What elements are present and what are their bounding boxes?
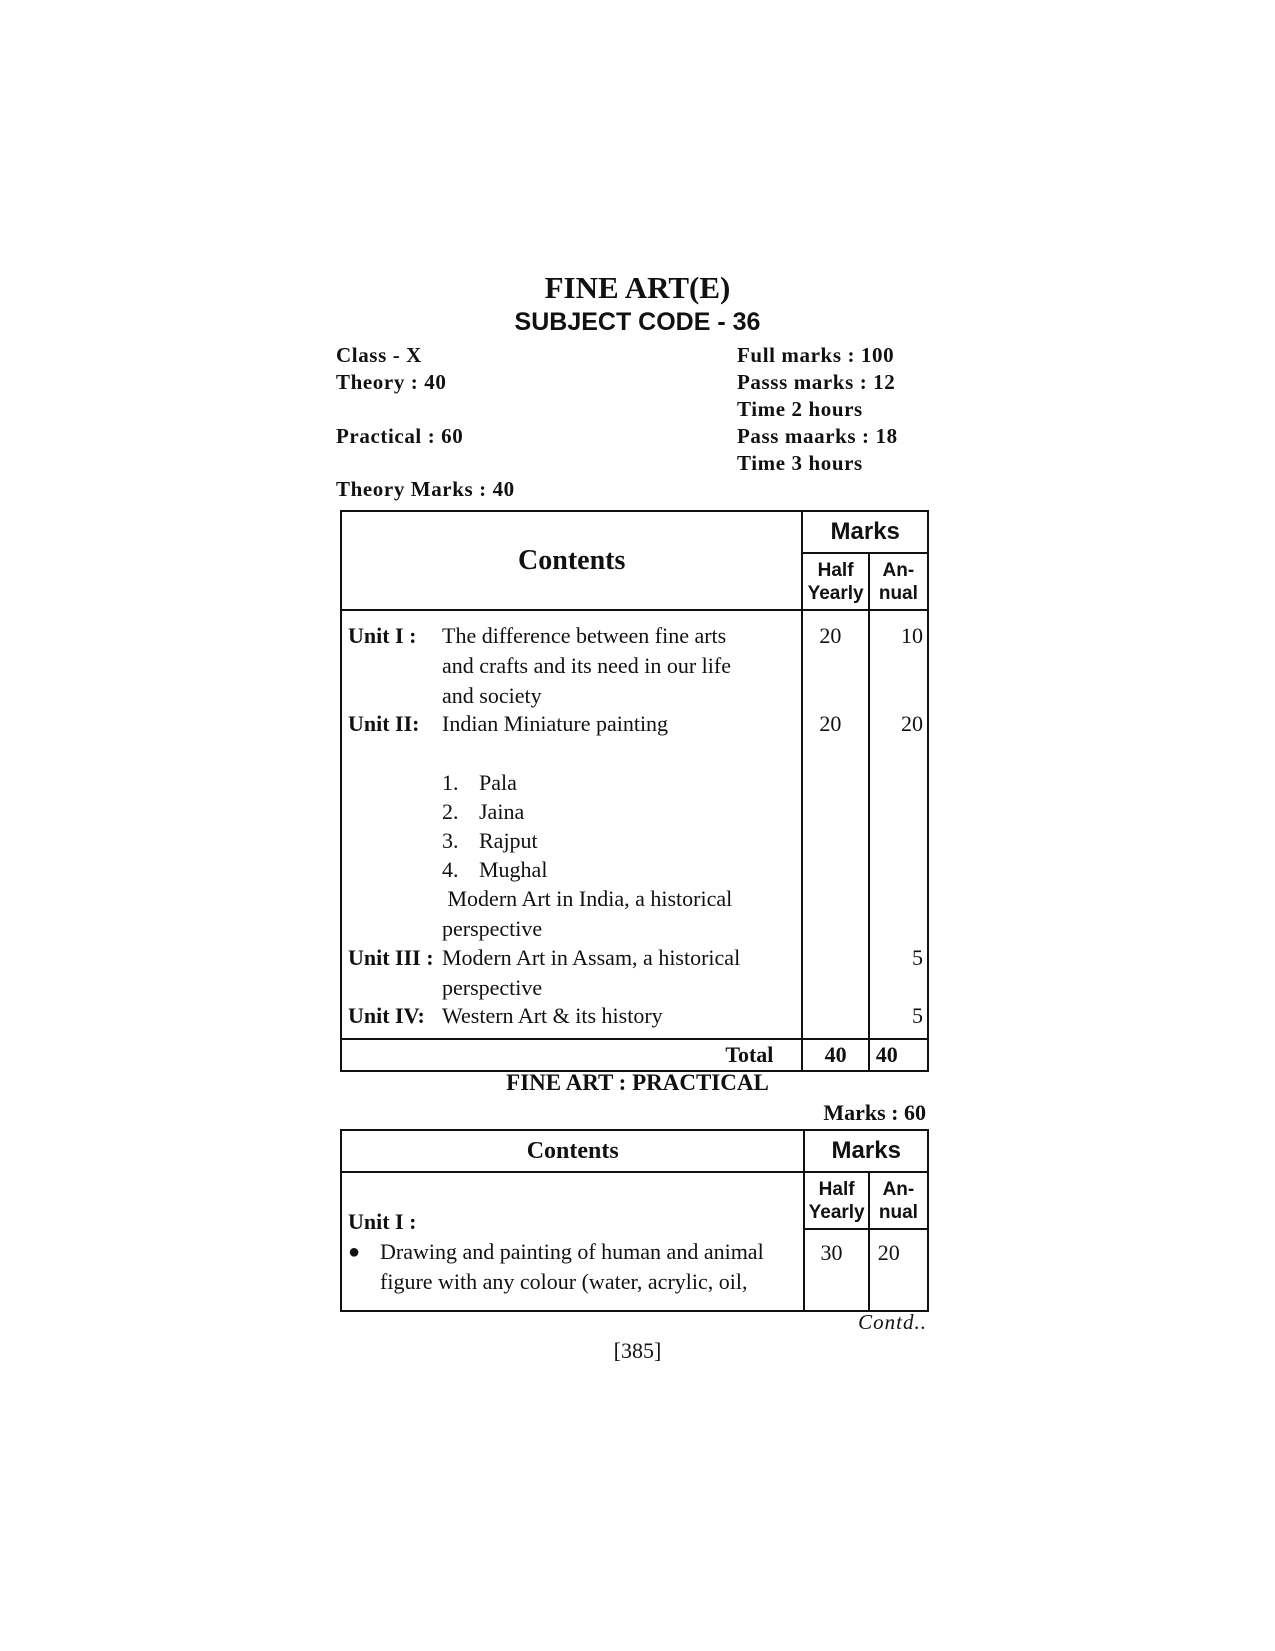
full-marks: Full marks : 100: [737, 343, 895, 367]
unit-line: and crafts and its need in our life: [442, 653, 731, 678]
unit-description: Indian Miniature painting: [442, 711, 669, 736]
unit-line: Modern Art in Assam, a historical: [442, 945, 741, 970]
annual-line2: nual: [878, 582, 918, 604]
annual-line2: nual: [878, 1201, 918, 1223]
practical-annual-header: [869, 1172, 928, 1229]
annual-line1: An-: [882, 559, 915, 581]
list-text: Pala: [479, 770, 517, 795]
list-text: Mughal: [479, 857, 548, 882]
list-number: 4.: [442, 857, 459, 882]
unit-label: Unit II:: [348, 711, 420, 736]
bullet-icon: ●: [348, 1241, 361, 1263]
half-yearly-value: 20: [819, 623, 842, 648]
page-title: FINE ART(E): [544, 270, 731, 305]
unit-line: and society: [442, 683, 542, 708]
list-text: Jaina: [479, 799, 525, 824]
marks-header: Marks: [802, 511, 928, 553]
practical-contents-header: Contents: [341, 1130, 804, 1172]
annual-value: 5: [912, 945, 923, 970]
contents-header: Contents: [341, 511, 802, 610]
pass-marks-practical: Pass maarks : 18: [737, 424, 898, 448]
list-item: [442, 797, 524, 827]
practical-annual-column: [869, 1229, 928, 1311]
unit-label: Unit III :: [348, 945, 434, 970]
practical-title: FINE ART : PRACTICAL: [506, 1070, 769, 1095]
units-cell: [341, 610, 802, 1039]
practical-table: [340, 1129, 929, 1312]
half-yearly-line2: Yearly: [808, 1201, 865, 1223]
practical-total: Practical : 60: [336, 424, 464, 448]
annual-column: [869, 610, 928, 1039]
practical-item-line: Drawing and painting of human and animal: [380, 1239, 764, 1264]
annual-line1: An-: [882, 1178, 915, 1200]
unit-line: The difference between fine arts: [442, 623, 727, 648]
annual-value: 5: [912, 1003, 923, 1028]
list-item: [442, 855, 547, 885]
practical-marks-header: Marks: [804, 1130, 928, 1172]
annual-value: 20: [877, 1240, 900, 1265]
unit-line: perspective: [442, 975, 543, 1000]
half-yearly-value: 30: [820, 1240, 843, 1265]
list-item: [442, 768, 517, 798]
practical-marks: Marks : 60: [823, 1100, 926, 1125]
unit-description: [442, 943, 772, 1003]
total-label: Total: [341, 1039, 802, 1071]
practical-half-yearly-column: [804, 1229, 868, 1311]
practical-unit-label: Unit I :: [348, 1209, 417, 1234]
unit-description: [442, 621, 772, 711]
pass-marks-theory: Passs marks : 12: [737, 370, 896, 394]
unit-extra-line: Modern Art in India, a historical: [442, 886, 733, 911]
unit-label: Unit I :: [348, 623, 417, 648]
total-half-yearly: 40: [802, 1039, 868, 1071]
half-yearly-line2: Yearly: [807, 582, 864, 604]
practical-item: [380, 1237, 764, 1297]
list-item: [442, 826, 538, 856]
total-annual: 40: [869, 1039, 928, 1071]
half-yearly-line1: Half: [818, 1178, 855, 1200]
unit-description: Western Art & its history: [442, 1003, 663, 1028]
list-number: 3.: [442, 828, 459, 853]
list-text: Rajput: [479, 828, 538, 853]
half-yearly-line1: Half: [817, 559, 854, 581]
unit-extra-line: perspective: [442, 916, 543, 941]
subject-code: SUBJECT CODE - 36: [514, 308, 761, 336]
half-yearly-header: [802, 553, 868, 610]
page-number: [385]: [613, 1338, 662, 1363]
practical-item-line: figure with any colour (water, acrylic, oil,: [380, 1269, 748, 1294]
class-label: Class - X: [336, 343, 422, 367]
unit-label: Unit IV:: [348, 1003, 425, 1028]
practical-contents-cell: [341, 1172, 804, 1311]
theory-table: [340, 510, 929, 1072]
annual-value: 20: [901, 711, 923, 736]
theory-total: Theory : 40: [336, 370, 447, 394]
list-number: 2.: [442, 799, 459, 824]
continued-note: Contd..: [858, 1310, 927, 1334]
list-number: 1.: [442, 770, 459, 795]
half-yearly-value: 20: [819, 711, 842, 736]
half-yearly-column: [802, 610, 868, 1039]
practical-half-yearly-header: [804, 1172, 868, 1229]
time-theory: Time 2 hours: [737, 397, 863, 421]
annual-value: 10: [901, 623, 923, 648]
annual-header: [869, 553, 928, 610]
theory-marks-label: Theory Marks : 40: [336, 477, 515, 501]
time-practical: Time 3 hours: [737, 451, 863, 475]
